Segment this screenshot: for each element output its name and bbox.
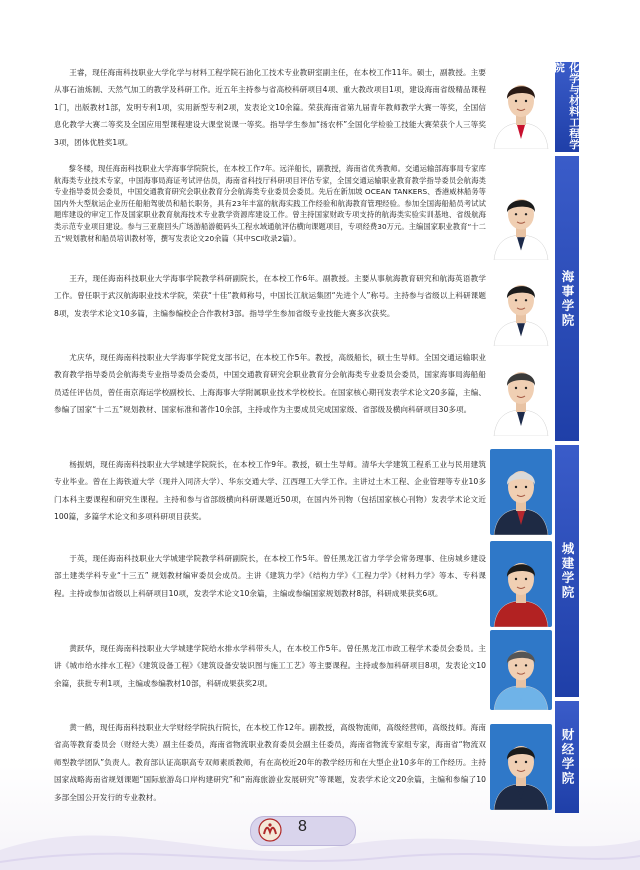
entry-text: 杨振炳，现任海南科技职业大学城建学院院长，在本校工作9年。教授，硕士生导师。清华大学建筑工程系工业与民用建筑专业毕业。曾在上海铁道大学（现并入同济大学）、华东交通大学、江西理工大学工作。主讲过土木工程、企业管理等专业10多门本科主要课程和研究生课程。主持和参与省部级横向科研课题近50项，在国内外刊物（包括国家核心刊物）发表学术论文近100篇，多篇学术论文和多项科研项目获奖。: [54, 460, 486, 522]
department-label: 化学与材料工程学院: [553, 62, 580, 150]
entry-text: 尤庆华，现任海南科技职业大学海事学院党支部书记，在本校工作5年。教授，高级船长，硕士生导师。全国交通运输职业教育教学指导委员会航海类专业指导委员会委员，中国交通教育研究会职业教育分会航海类专业委员会委员，国家海事局海船船员适任评估员，曾任南京海运学校副校长、上海海事大学附属职业技术学校校长。在国家核心期刊发表学术论文20多篇，主编、参编了国家“十二五”规划教材、国家标准和著作10余部，主持或作为主要成员完成国家级、省部级及横向科研项目30多项。: [54, 353, 486, 415]
entry-huang-yihe: [54, 719, 486, 806]
entry-yang-zhenbing: [54, 456, 486, 526]
department-band-urban-construction: [555, 445, 579, 697]
entry-text: 黄跃华，现任海南科技职业大学城建学院给水排水学科带头人，在本校工作5年。曾任黑龙江市政工程学术委员会委员。主讲《城市给水排水工程》《建筑设备工程》《建筑设备安装识图与施工工艺》等主要课程。主持或参加科研项目8项，发表论文10余篇，获批专利1项，主编或参编教材10部，科研成果获奖2项。: [54, 644, 486, 688]
entry-text: 于英，现任海南科技职业大学城建学院教学科研副院长，在本校工作5年。曾任黑龙江省力学学会常务理事、住房城乡建设部土建类学科专业“十三五” 规划教材编审委员会成员。主讲《建筑力学》《结构力学》《工程力学》《材料力学》等本、专科课程。主持或参加省级以上科研项目10项，发表学术论文10余篇，主编或参编国家规划教材8部，科研成果获奖6项。: [54, 554, 486, 598]
entry-you-qinghua: [54, 349, 486, 419]
university-logo-icon: [258, 818, 282, 842]
department-label: 海事学院: [560, 269, 575, 328]
portrait-photo: [490, 724, 552, 810]
portrait-illustration: [490, 449, 552, 535]
portrait-illustration: [490, 264, 552, 346]
portrait-illustration: [490, 350, 552, 436]
portrait-illustration: [490, 630, 552, 710]
department-band-maritime: [555, 156, 579, 441]
entry-wang-hui: [54, 270, 486, 322]
portrait-photo: [490, 449, 552, 535]
portrait-photo: [490, 350, 552, 436]
portrait-illustration: [490, 63, 552, 149]
entry-li-donglou: [54, 163, 486, 244]
department-band-chemistry: [555, 62, 579, 152]
portrait-illustration: [490, 541, 552, 627]
portrait-photo: [490, 63, 552, 149]
entry-text: 王睿，现任海南科技职业大学化学与材料工程学院石油化工技术专业教研室副主任，在本校工作11年。硕士，副教授。主要从事石油炼制、天然气加工的教学及科研工作。近五年主持参与省高校科研项目4项、重大教改项目1项，建设海南省级精品课程1门，出版教材1部，发明专利1项，实用新型专利2项，发表论文10余篇。荣获海南省第九届青年教师教学大赛一等奖，全国信息化教学大赛二等奖及全国应用型课程建设大课堂说课一等奖。指导学生参加“扬农杯”全国化学检验工技能大赛荣获个人三等奖3项，团体优胜奖1项。: [54, 68, 486, 147]
portrait-photo: [490, 541, 552, 627]
portrait-illustration: [490, 724, 552, 810]
entry-text: 王卉，现任海南科技职业大学海事学院教学科研副院长，在本校工作6年。副教授。主要从事航海教育研究和航海英语教学工作。曾任职于武汉航海职业技术学院，荣获“十佳”教师称号，中国长江航运集团“先进个人”称号。主持参与省级以上科研课题8项，发表学术论文10多篇，主编参编校企合作教材3部。指导学生参加省级专业技能大赛多次获奖。: [54, 274, 486, 318]
portrait-photo: [490, 178, 552, 260]
entry-huang-yuehua: [54, 640, 486, 692]
page-number: 8: [298, 818, 307, 835]
portrait-photo: [490, 630, 552, 710]
entry-text: 黄一鹤，现任海南科技职业大学财经学院执行院长，在本校工作12年。副教授，高级物流师，高级经营师，高级技师。海南省高等教育委员会（财经大类）副主任委员，海南省物流职业教育委员会副主任委员，海南省物流专家组专家，海南省“物流双师型教学团队”负责人。教育部认证高职高专双师素质教师，有在高校近20年的教学经历和在大型企业10多年的工作经历。主持国家战略海南省规划课题“国际旅游岛口岸构建研究”和“南海旅游业发展研究”等课题，发表学术论文20余篇，主编和参编了10多部全国公开发行的专业教材。: [54, 723, 486, 802]
entry-wang-rui: [54, 64, 486, 151]
entry-yu-ying: [54, 550, 486, 602]
entry-text: 黎冬楼，现任海南科技职业大学海事学院院长，在本校工作7年。远洋船长，副教授，海南省优秀教师。交通运输部海事局专家库航海类专业技术专家，中国海事局海证考试评估员，海南省科技厅科研项目评估专家，全国交通运输职业教育教学指导委员会航海类专业指导委员会委员，中国交通教育研究会职业教育分会航海类专业委员会委员。先后在新加坡 OCEAN TANKERS、香港威林船务等国内外大型航运企业历任船舶驾驶员和船长职务，具有23年丰富的航海实践工作经验和航海教育管理经验。参加全国海船船员考试试题库建设的审定工作及国家职业教育航海技术专业教学资源库建设工作。曾主持国家财政专项支持的航海类实验实训基地、省级航海类示范专业项目建设。参与三亚鹿回头广场游船游艇码头工程水域通航评估横向课题项目，专项经费30万元。主编国家职业教育“十二五”规划教材和船员培训教材等，撰写发表论文20余篇（其中SCI收录2篇）。: [54, 164, 487, 243]
portrait-photo: [490, 264, 552, 346]
department-label: 财经学院: [560, 728, 575, 786]
portrait-illustration: [490, 178, 552, 260]
department-band-finance: [555, 701, 579, 813]
department-label: 城建学院: [560, 542, 575, 600]
